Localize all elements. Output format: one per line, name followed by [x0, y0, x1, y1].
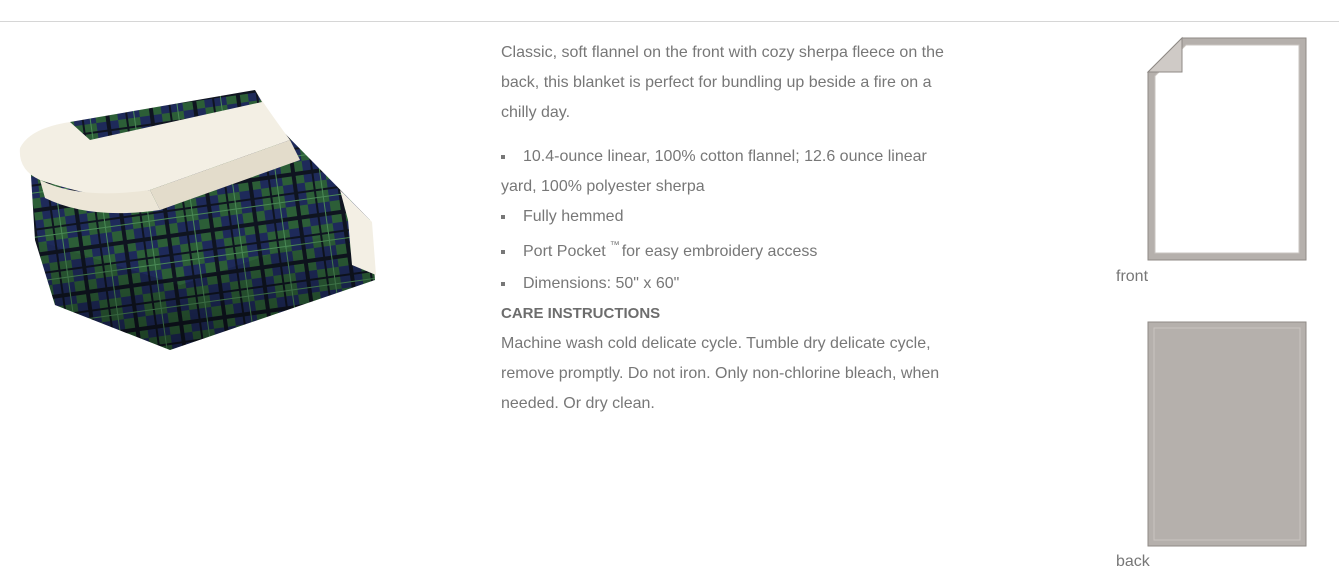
- feature-port-pocket-suffix: for easy embroidery access: [621, 243, 818, 260]
- feature-item-dimensions: Dimensions: 50" x 60": [501, 269, 961, 299]
- top-divider: [0, 21, 1339, 22]
- care-instructions-text: Machine wash cold delicate cycle. Tumble dry delicate cycle, remove promptly. Do not iron. Only non-chlorine bleach, when needed. Or dry clean.: [501, 335, 940, 412]
- care-instructions-title: CARE INSTRUCTIONS: [501, 305, 661, 322]
- product-description: [501, 38, 961, 419]
- back-diagram: [1146, 320, 1310, 550]
- feature-port-pocket-label: Port Pocket: [523, 243, 606, 260]
- feature-list: [501, 142, 961, 299]
- trademark-mark: ™: [609, 240, 620, 251]
- back-label: back: [1116, 553, 1150, 570]
- feature-item-hemmed: Fully hemmed: [501, 202, 961, 232]
- product-image: [0, 70, 400, 370]
- feature-item-port-pocket: [501, 237, 961, 269]
- feature-item-fabric: 10.4-ounce linear, 100% cotton flannel; 12.6 ounce linear yard, 100% polyester sherpa: [501, 142, 961, 202]
- front-label: front: [1116, 268, 1149, 285]
- description-text: Classic, soft flannel on the front with cozy sherpa fleece on the back, this blanket is perfect for bundling up beside a fire on a chilly day.: [501, 44, 944, 121]
- front-diagram: [1146, 36, 1310, 264]
